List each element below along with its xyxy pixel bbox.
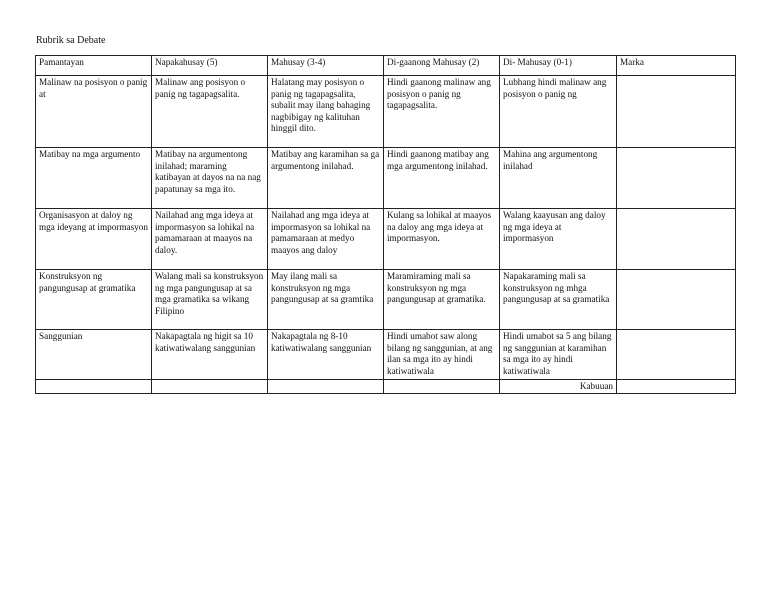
- marka-cell[interactable]: [617, 148, 736, 209]
- criterion-cell: Konstruksyon ng pangungusap at gramatika: [36, 270, 152, 330]
- document-title: Rubrik sa Debate: [36, 35, 106, 46]
- criterion-cell: Malinaw na posisyon o panig at: [36, 76, 152, 148]
- napakahusay-cell: Walang mali sa konstruksyon ng mga pangungusap at sa mga gramatika sa wikang Filipino: [152, 270, 268, 330]
- dimahusay-cell: Lubhang hindi malinaw ang posisyon o panig ng: [500, 76, 617, 148]
- digaanong-cell: Maramiraming mali sa konstruksyon ng mga pangungusap at gramatika.: [384, 270, 500, 330]
- total-row: [36, 380, 736, 394]
- header-cell-mahusay: Mahusay (3-4): [268, 56, 384, 76]
- napakahusay-cell: Nakapagtala ng higit sa 10 katiwatiwalang sanggunian: [152, 330, 268, 380]
- mahusay-cell: Matibay ang karamihan sa ga argumentong inilahad.: [268, 148, 384, 209]
- criterion-cell: Organisasyon at daloy ng mga ideyang at impormasyon: [36, 209, 152, 270]
- digaanong-cell: Hindi umabot saw along bilang ng sanggunian, at ang ilan sa mga ito ay hindi katiwatiwala: [384, 330, 500, 380]
- dimahusay-cell: Hindi umabot sa 5 ang bilang ng sanggunian at karamihan sa mga ito ay hindi katiwatiwala: [500, 330, 617, 380]
- napakahusay-cell: Nailahad ang mga ideya at impormasyon sa lohikal na pamamaraan at maayos na daloy.: [152, 209, 268, 270]
- header-cell-digaanong-mahusay: Di-gaanong Mahusay (2): [384, 56, 500, 76]
- napakahusay-cell: Matibay na argumentong inilahad; maraming katibayan at dayos na na nag papatunay sa mga ito.: [152, 148, 268, 209]
- table-row: [36, 148, 736, 209]
- header-cell-dimahusay: Di- Mahusay (0-1): [500, 56, 617, 76]
- table-row: [36, 270, 736, 330]
- total-empty-cell: [152, 380, 268, 394]
- mahusay-cell: Nakapagtala ng 8-10 katiwatiwalang sanggunian: [268, 330, 384, 380]
- header-cell-napakahusay: Napakahusay (5): [152, 56, 268, 76]
- mahusay-cell: Nailahad ang mga ideya at impormasyon sa lohikal na pamamaraan at medyo maayos ang daloy: [268, 209, 384, 270]
- dimahusay-cell: Walang kaayusan ang daloy ng mga ideya at impormasyon: [500, 209, 617, 270]
- header-cell-marka: Marka: [617, 56, 736, 76]
- mahusay-cell: Halatang may posisyon o panig ng tagapagsalita, subalit may ilang bahaging nagbibigay ng kalituhan hinggil dito.: [268, 76, 384, 148]
- criterion-cell: Sanggunian: [36, 330, 152, 380]
- marka-cell[interactable]: [617, 330, 736, 380]
- rubric-table: [35, 55, 736, 394]
- mahusay-cell: May ilang mali sa konstruksyon ng mga pangungusap at sa gramtika: [268, 270, 384, 330]
- header-cell-pamantayan: Pamantayan: [36, 56, 152, 76]
- total-label: Kabuuan: [500, 380, 617, 394]
- marka-cell[interactable]: [617, 270, 736, 330]
- criterion-cell: Matibay na mga argumento: [36, 148, 152, 209]
- dimahusay-cell: Mahina ang argumentong inilahad: [500, 148, 617, 209]
- table-row: [36, 330, 736, 380]
- total-empty-cell: [268, 380, 384, 394]
- total-empty-cell: [384, 380, 500, 394]
- napakahusay-cell: Malinaw ang posisyon o panig ng tagapagsalita.: [152, 76, 268, 148]
- table-row: [36, 76, 736, 148]
- marka-cell[interactable]: [617, 76, 736, 148]
- marka-cell[interactable]: [617, 209, 736, 270]
- total-empty-cell: [36, 380, 152, 394]
- dimahusay-cell: Napakaraming mali sa konstruksyon ng mhga pangungusap at sa gramatika: [500, 270, 617, 330]
- table-header-row: [36, 56, 736, 76]
- table-row: [36, 209, 736, 270]
- total-score-cell[interactable]: [617, 380, 736, 394]
- digaanong-cell: Hindi gaanong matibay ang mga argumentong inilahad.: [384, 148, 500, 209]
- digaanong-cell: Kulang sa lohikal at maayos na daloy ang mga ideya at impormasyon.: [384, 209, 500, 270]
- digaanong-cell: Hindi gaanong malinaw ang posisyon o panig ng tagapagsalita.: [384, 76, 500, 148]
